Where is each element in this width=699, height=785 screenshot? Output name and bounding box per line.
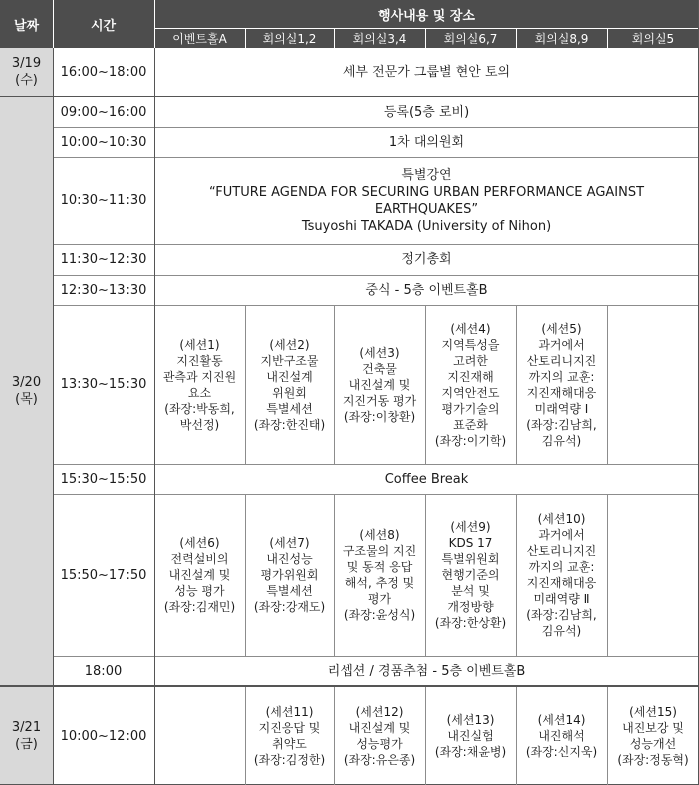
session-line: 박선정) — [179, 417, 220, 432]
grid-line — [0, 96, 699, 97]
grid-line — [425, 494, 426, 656]
time-text: 18:00 — [84, 663, 123, 679]
event-text: 특별강연 — [401, 167, 452, 183]
session-line: 위원회 — [272, 385, 307, 400]
time-cell — [53, 97, 154, 127]
event-text: 리셉션 / 경품추첨 - 5층 이벤트홀B — [327, 663, 526, 679]
time-text: 13:30~15:30 — [60, 377, 147, 392]
session-5 — [516, 305, 607, 464]
session-line: 내진성능 — [266, 552, 313, 566]
session-line: 내진설계 — [266, 369, 313, 384]
event-reception — [154, 656, 699, 686]
session-6 — [154, 494, 245, 656]
date-cell-0320 — [0, 97, 53, 685]
grid-line — [154, 0, 155, 48]
session-line: 현행기준의 — [441, 568, 500, 582]
event-text: 등록(5층 로비) — [383, 104, 470, 120]
session-line: (좌장:이창환) — [343, 409, 416, 424]
session-line: 평가위원회 — [260, 568, 319, 582]
session-line: (세션14) — [537, 713, 586, 727]
session-line: (좌장:김정한) — [253, 753, 326, 767]
grid-line — [425, 305, 426, 464]
event-expert-discussion — [154, 48, 699, 96]
venue-room-5 — [607, 28, 699, 48]
venue-event-hall-a — [154, 28, 245, 48]
session-line: (세션1) — [179, 337, 220, 352]
venue-label: 회의실8,9 — [534, 31, 589, 46]
session-line: (세션10) — [537, 512, 586, 526]
session-line: 지진재해대응 — [526, 576, 597, 590]
event-text: 정기총회 — [401, 252, 452, 267]
session-line: (세션7) — [269, 536, 310, 550]
session-line: 지진재해대응 — [526, 385, 597, 400]
session-line: 성능 평가 — [174, 584, 225, 598]
session-line: 특별세션 — [266, 584, 313, 598]
time-text: 15:30~15:50 — [60, 471, 147, 487]
time-cell — [53, 305, 154, 464]
session-line: (좌장:이기학) — [434, 433, 507, 448]
session-line: 산토리니지진 — [526, 544, 597, 558]
session-line: (좌장:김남희, — [526, 417, 597, 432]
time-cell — [53, 157, 154, 244]
session-line: (좌장:박동희, — [164, 401, 235, 416]
time-cell — [53, 127, 154, 157]
time-cell — [53, 464, 154, 494]
session-3 — [334, 305, 425, 464]
grid-line — [154, 28, 699, 29]
grid-line — [53, 244, 699, 245]
grid-line — [53, 157, 699, 158]
event-general-assembly — [154, 244, 699, 275]
grid-line — [53, 127, 699, 128]
session-8 — [334, 494, 425, 656]
session-line: 성능평가 — [356, 737, 403, 751]
session-11 — [245, 687, 334, 785]
session-line: 및 동적 응답 — [346, 560, 413, 574]
session-line: (좌장:강재도) — [253, 600, 326, 614]
time-cell — [53, 687, 154, 785]
session-line: 지진거동 평가 — [342, 393, 417, 408]
venue-room-6-7 — [425, 28, 516, 48]
date-text: 3/19 — [11, 56, 42, 71]
session-line: 지역특성을 — [441, 337, 500, 352]
session-line: (좌장:한상환) — [434, 616, 507, 630]
session-line: 과거에서 — [538, 528, 585, 542]
session-line: 김유석) — [541, 433, 582, 448]
session-13 — [425, 687, 516, 785]
session-line: (세션12) — [355, 705, 404, 719]
time-cell — [53, 244, 154, 275]
event-text: EARTHQUAKES” — [374, 201, 479, 217]
session-line: 지반구조물 — [260, 353, 319, 368]
grid-line — [516, 494, 517, 656]
grid-line — [334, 494, 335, 656]
session-line: 구조물의 지진 — [342, 544, 417, 558]
session-line: 건축물 — [362, 361, 397, 376]
time-cell — [53, 275, 154, 305]
session-line: (세션9) — [450, 520, 491, 534]
venue-label: 회의실5 — [631, 31, 675, 46]
session-12 — [334, 687, 425, 785]
session-line: 내진설계 및 — [168, 568, 231, 582]
session-line: (좌장:윤성식) — [343, 608, 416, 622]
grid-line — [0, 685, 699, 687]
grid-line — [53, 275, 699, 276]
grid-line — [154, 48, 155, 785]
session-line: 고려한 — [453, 353, 488, 368]
session-line: 과거에서 — [538, 337, 585, 352]
session-line: 미래역량 Ⅰ — [534, 401, 589, 416]
session-1 — [154, 305, 245, 464]
session-line: (좌장:김남희, — [526, 608, 597, 622]
grid-line — [334, 28, 335, 48]
event-text: Coffee Break — [384, 471, 469, 487]
session-line: 지진활동 — [176, 353, 223, 368]
grid-line — [53, 656, 699, 657]
grid-line — [334, 305, 335, 464]
session-line: 지역안전도 — [441, 385, 500, 400]
event-text: “FUTURE AGENDA FOR SECURING URBAN PERFORMANCE AGAINST — [208, 184, 645, 200]
header-date — [0, 0, 53, 48]
time-cell — [53, 656, 154, 686]
session-line: (세션3) — [359, 345, 400, 360]
event-lunch — [154, 275, 699, 305]
session-line: (세션2) — [269, 337, 310, 352]
time-cell — [53, 494, 154, 656]
event-special-lecture — [154, 157, 699, 244]
session-line: 특별세션 — [266, 401, 313, 416]
session-line: 까지의 교훈: — [528, 560, 595, 574]
session-line: 지진재해 — [447, 369, 494, 384]
session-line: 내진실험 — [447, 729, 494, 743]
weekday-text: (목) — [15, 392, 38, 407]
session-line: 미래역량 Ⅱ — [533, 592, 590, 606]
grid-line — [607, 494, 608, 656]
grid-line — [607, 305, 608, 464]
grid-line — [516, 687, 517, 785]
grid-line — [245, 494, 246, 656]
venue-room-8-9 — [516, 28, 607, 48]
session-9 — [425, 494, 516, 656]
session-line: 특별위원회 — [441, 552, 500, 566]
event-text: Tsuyoshi TAKADA (University of Nihon) — [301, 218, 552, 234]
grid-line — [516, 305, 517, 464]
session-line: (세션15) — [629, 705, 677, 719]
grid-line — [53, 494, 699, 495]
session-line: (세션13) — [446, 713, 495, 727]
session-line: (좌장:유은종) — [343, 753, 416, 767]
session-line: 표준화 — [453, 417, 488, 432]
grid-line — [516, 28, 517, 48]
time-cell — [53, 48, 154, 96]
venue-label: 회의실1,2 — [262, 31, 317, 46]
session-2 — [245, 305, 334, 464]
session-7 — [245, 494, 334, 656]
date-text: 3/20 — [11, 375, 42, 390]
session-line: 내진설계 및 — [348, 721, 411, 735]
grid-line — [425, 687, 426, 785]
session-line: 성능개선 — [629, 737, 677, 751]
session-line: 내진해석 — [538, 729, 585, 743]
grid-line — [607, 28, 608, 48]
event-text: 세부 전문가 그룹별 현안 토의 — [342, 64, 511, 80]
session-14 — [516, 687, 607, 785]
venue-label: 회의실6,7 — [443, 31, 498, 46]
session-line: 지진응답 및 — [258, 721, 321, 735]
venue-label: 회의실3,4 — [352, 31, 407, 46]
session-line: 김유석) — [541, 624, 582, 638]
session-line: 내진보강 및 — [622, 721, 684, 735]
session-line: (좌장:정동혁) — [617, 753, 689, 767]
time-text: 10:30~11:30 — [60, 193, 147, 208]
weekday-text: (수) — [15, 73, 38, 88]
session-line: (세션6) — [179, 536, 220, 550]
grid-line — [607, 687, 608, 785]
grid-line — [53, 464, 699, 465]
session-line: 평가 — [367, 592, 392, 606]
session-line: 평가기술의 — [441, 401, 500, 416]
event-delegates-meeting — [154, 127, 699, 157]
grid-line — [245, 305, 246, 464]
session-line: 산토리니지진 — [526, 353, 597, 368]
grid-line — [334, 687, 335, 785]
session-line: (세션11) — [265, 705, 314, 719]
session-line: (좌장:채윤병) — [434, 745, 507, 759]
time-text: 16:00~18:00 — [60, 64, 147, 80]
weekday-text: (금) — [15, 737, 38, 752]
venue-label: 이벤트홀A — [172, 31, 227, 46]
session-line: 취약도 — [272, 737, 307, 751]
session-10 — [516, 494, 607, 656]
session-line: 해석, 추정 및 — [344, 576, 415, 590]
session-line: 까지의 교훈: — [528, 369, 595, 384]
time-text: 09:00~16:00 — [60, 104, 147, 120]
venue-room-3-4 — [334, 28, 425, 48]
session-line: (세션8) — [359, 528, 400, 542]
date-cell-0321 — [0, 687, 53, 785]
session-line: 요소 — [187, 385, 212, 400]
time-text: 15:50~17:50 — [60, 567, 147, 583]
header-event — [154, 0, 699, 28]
session-line: 관측과 지진원 — [162, 369, 237, 384]
header-time-label: 시간 — [90, 18, 117, 34]
event-text: 중식 - 5층 이벤트홀B — [365, 282, 488, 298]
date-cell-0319 — [0, 48, 53, 96]
event-text: 1차 대의원회 — [388, 134, 465, 150]
grid-line — [245, 28, 246, 48]
venue-room-1-2 — [245, 28, 334, 48]
grid-line — [425, 28, 426, 48]
header-date-label: 날짜 — [13, 18, 40, 34]
session-line: 전력설비의 — [170, 552, 229, 566]
header-time — [53, 0, 154, 48]
session-4 — [425, 305, 516, 464]
session-line: KDS 17 — [448, 536, 493, 550]
session-line: 내진설계 및 — [348, 377, 411, 392]
time-text: 11:30~12:30 — [60, 252, 147, 267]
grid-line — [245, 687, 246, 785]
header-event-label: 행사내용 및 장소 — [378, 8, 475, 24]
grid-line — [53, 305, 699, 306]
time-text: 12:30~13:30 — [60, 282, 147, 298]
session-line: (좌장:김재민) — [163, 600, 236, 614]
session-15 — [607, 687, 699, 785]
session-line: (좌장:신지욱) — [525, 745, 598, 759]
session-line: (세션4) — [450, 321, 491, 336]
event-coffee-break — [154, 464, 699, 494]
session-line: 분석 및 — [451, 584, 490, 598]
time-text: 10:00~12:00 — [60, 728, 147, 744]
session-line: (좌장:한진태) — [253, 417, 326, 432]
session-line: 개정방향 — [447, 600, 494, 614]
time-text: 10:00~10:30 — [60, 134, 147, 150]
session-line: (세션5) — [541, 321, 582, 336]
date-text: 3/21 — [11, 720, 42, 735]
event-registration — [154, 97, 699, 127]
grid-line — [53, 48, 54, 785]
grid-line — [53, 0, 54, 48]
